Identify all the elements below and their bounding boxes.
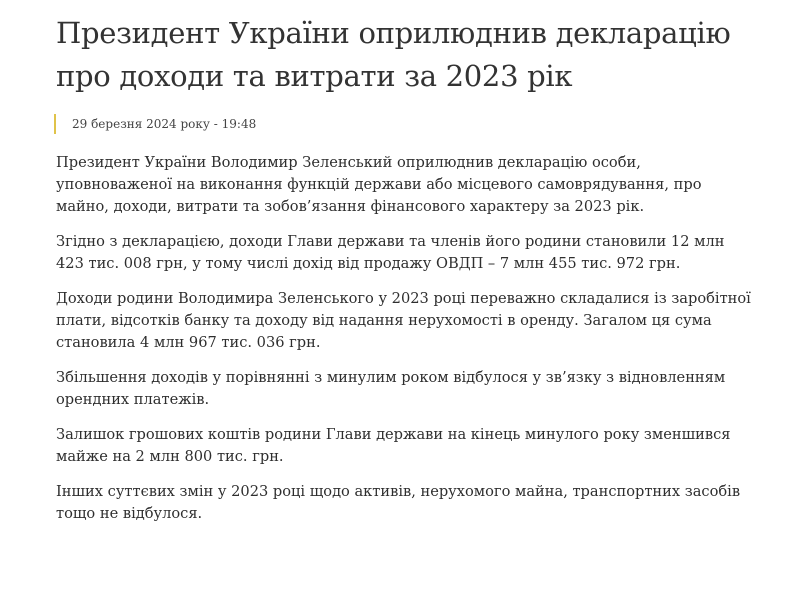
article-paragraph: Президент України Володимир Зеленський оприлюднив декларацію особи, уповноваженої на виконання функцій держави або місцевого самоврядування, про майно, доходи, витрати та зобов’язання фінансового характеру за 2023 рік. (56, 154, 702, 215)
article-paragraph: Залишок грошових коштів родини Глави держави на кінець минулого року зменшився майже на 2 млн 800 тис. грн. (56, 426, 731, 465)
news-article (56, 0, 756, 538)
article-paragraph: Збільшення доходів у порівнянні з минулим роком відбулося у зв’язку з відновленням орендних платежів. (56, 369, 726, 408)
article-title: Президент України оприлюднив декларацію про доходи та витрати за 2023 рік (56, 16, 731, 93)
article-paragraph: Інших суттєвих змін у 2023 році щодо активів, нерухомого майна, транспортних засобів тощо не відбулося. (56, 483, 741, 522)
article-paragraph: Доходи родини Володимира Зеленського у 2023 році переважно складалися із заробітної плати, відсотків банку та доходу від надання нерухомості в оренду. Загалом ця сума становила 4 млн 967 тис. 036 грн. (56, 290, 751, 351)
article-date: 29 березня 2024 року - 19:48 (54, 114, 756, 134)
article-body (56, 152, 756, 525)
article-paragraph: Згідно з декларацією, доходи Глави держави та членів його родини становили 12 млн 423 тис. 008 грн, у тому числі дохід від продажу ОВДП – 7 млн 455 тис. 972 грн. (56, 233, 725, 272)
